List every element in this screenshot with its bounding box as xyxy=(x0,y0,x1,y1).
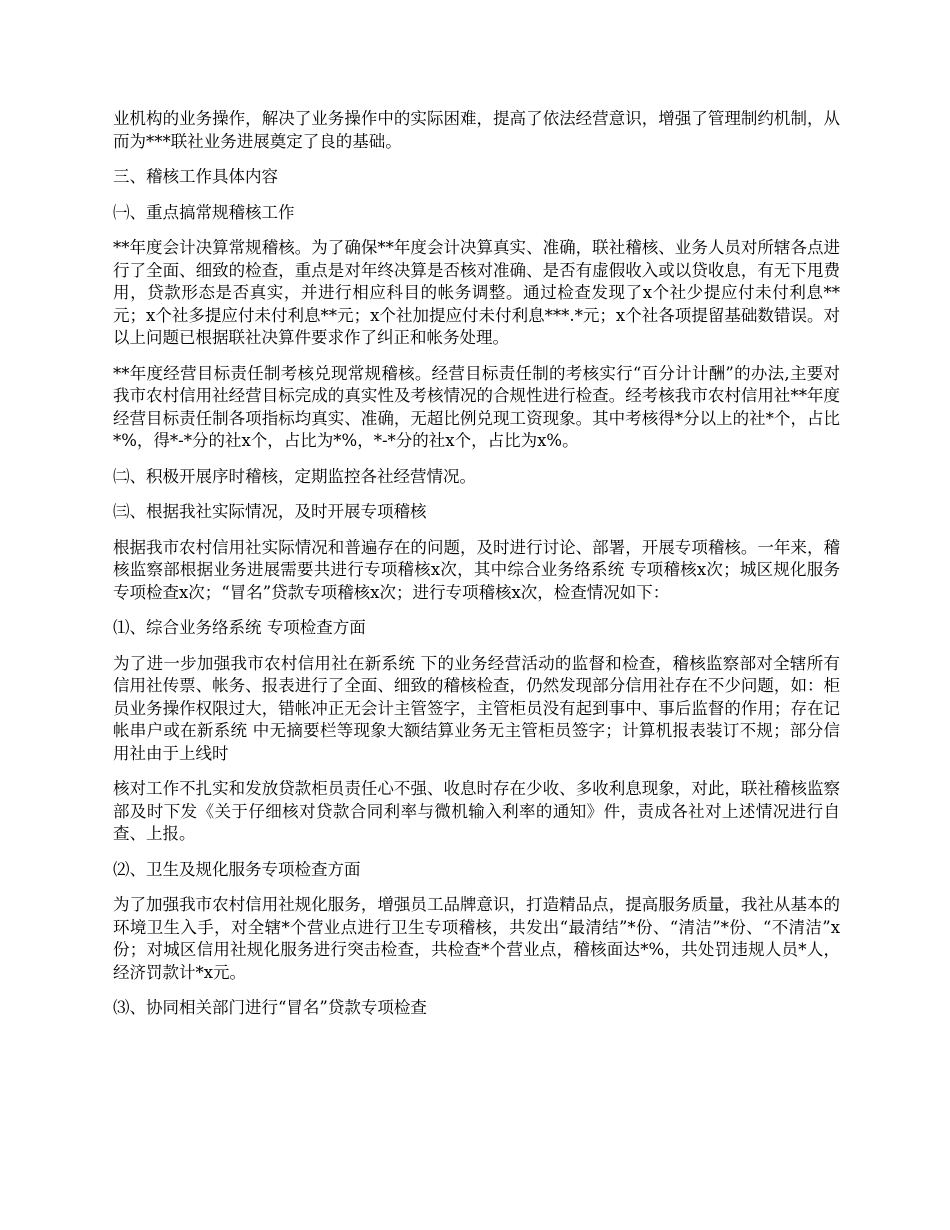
item-heading-hygiene-service: ⑵、卫生及规化服务专项检查方面 xyxy=(113,859,361,879)
paragraph-special-audit-overview: 根据我市农村信用社实际情况和普遍存在的问题，及时进行讨论、部署，开展专项稽核。一年来，稽核监察部根据业务进展需要共进行专项稽核x次，其中综合业务络系统 专项稽核x次；城区规化服务专项检查x次；“冒名”贷款专项稽核x次；进行专项稽核x次，检查情况如下： xyxy=(113,537,840,602)
item-heading-impersonation-loans: ⑶、协同相关部门进行“冒名”贷款专项检查 xyxy=(113,998,427,1017)
item-heading-network-system: ⑴、综合业务络系统 专项检查方面 xyxy=(113,618,366,637)
subsection-heading-sequential-audit: ㈡、积极开展序时稽核，定期监控各社经营情况。 xyxy=(113,466,476,486)
document-page xyxy=(113,108,840,1033)
paragraph-foundation: 业机构的业务操作，解决了业务操作中的实际困难，提高了依法经营意识，增强了管理制约机制，从而为***联社业务进展奠定了良的基础。 xyxy=(113,109,840,151)
paragraph-annual-accounts-audit: **年度会计决算常规稽核。为了确保**年度会计决算真实、准确，联社稽核、业务人员对所辖各点进行了全面、细致的检查，重点是对年终决算是否核对准确、是否有虚假收入或以贷收息，有无下甩费用，贷款形态是否真实，并进行相应科目的帐务调整。通过检查发现了x个社少提应付未付利息**元；x个社多提应付未付利息**元；x个社加提应付未付利息***.*元；x个社各项提留基础数错误。对以上问题已根据联社决算件要求作了纠正和帐务处理。 xyxy=(113,238,840,347)
subsection-heading-special-audit: ㈢、根据我社实际情况，及时开展专项稽核 xyxy=(113,502,427,521)
section-heading-audit-content: 三、稽核工作具体内容 xyxy=(113,167,278,186)
paragraph-hygiene-service-findings: 为了加强我市农村信用社规化服务，增强员工品牌意识，打造精品点，提高服务质量，我社从基本的环境卫生入手，对全辖*个营业点进行卫生专项稽核，共发出“最清结”*份、“清洁”*份、“不清洁”x份；对城区信用社规化服务进行突击检查，共检查*个营业点，稽核面达*%，共处罚违规人员*人，经济罚款计*x元。 xyxy=(113,895,840,982)
paragraph-target-responsibility-audit: **年度经营目标责任制考核兑现常规稽核。经营目标责任制的考核实行“百分计计酬”的办法,主要对我市农村信用社经营目标完成的真实性及考核情况的合规性进行检查。经考核我市农村信用社**年度经营目标责任制各项指标均真实、准确，无超比例兑现工资现象。其中考核得*分以上的社*个，占比*%，得*-*分的社x个，占比为*%，*-*分的社x个，占比为x%。 xyxy=(113,363,840,450)
paragraph-interest-verification: 核对工作不扎实和发放贷款柜员责任心不强、收息时存在少收、多收利息现象，对此，联社稽核监察部及时下发《关于仔细核对贷款合同利率与微机输入利率的通知》件，责成各社对上述情况进行自查、上报。 xyxy=(113,779,840,843)
paragraph-network-system-findings: 为了进一步加强我市农村信用社在新系统 下的业务经营活动的监督和检查，稽核监察部对全辖所有信用社传票、帐务、报表进行了全面、细致的稽核检查，仍然发现部分信用社存在不少问题，如：柜员业务操作权限过大，错帐冲正无会计主管签字，主管柜员没有起到事中、事后监督的作用；存在记帐串户或在新系统 中无摘要栏等现象大额结算业务无主管柜员签字；计算机报表装订不规；部分信用社由于上线时 xyxy=(113,653,840,763)
subsection-heading-routine-audit: ㈠、重点搞常规稽核工作 xyxy=(113,202,295,222)
